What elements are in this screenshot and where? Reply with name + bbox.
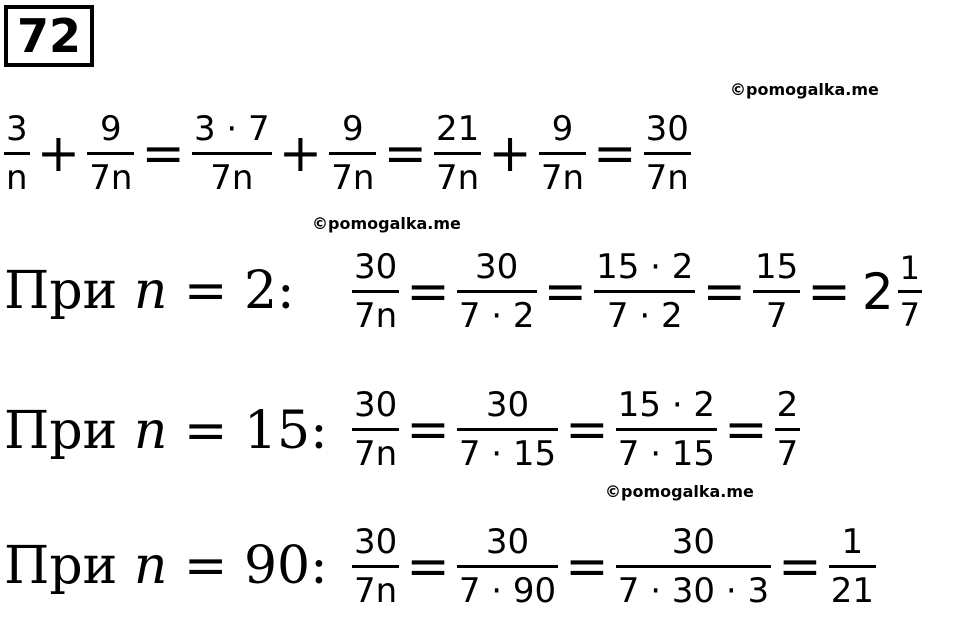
denominator: 21 <box>830 571 874 611</box>
denominator: 7n <box>436 158 480 198</box>
fraction <box>0 109 34 198</box>
fraction <box>749 247 804 336</box>
numerator: 2 <box>776 385 799 425</box>
fraction <box>430 109 485 198</box>
fraction <box>896 249 924 334</box>
denominator: 7 <box>776 434 799 474</box>
numerator: 30 <box>485 522 530 562</box>
operator: = <box>807 261 851 322</box>
operator: = <box>141 123 185 184</box>
denominator: 7n <box>210 158 254 198</box>
numerator: 30 <box>645 109 689 149</box>
denominator: 7n <box>354 434 398 474</box>
numerator: 30 <box>475 247 519 287</box>
denominator: 7n <box>645 158 689 198</box>
equation-case-n-15 <box>348 385 804 474</box>
equation-case-n-90 <box>348 522 880 611</box>
denominator: 7 · 2 <box>606 296 683 336</box>
numerator: 9 <box>342 109 364 149</box>
operator: = <box>593 123 637 184</box>
operator: = <box>406 536 450 597</box>
fraction <box>325 109 380 198</box>
fraction <box>535 109 590 198</box>
denominator: n <box>6 158 28 198</box>
watermark: ©pomogalka.me <box>312 214 461 233</box>
fraction <box>348 247 403 336</box>
numerator: 21 <box>436 109 480 149</box>
fraction <box>825 522 880 611</box>
denominator: 7 · 15 <box>458 434 557 474</box>
numerator: 30 <box>354 385 398 425</box>
label-var: n <box>133 261 168 321</box>
numerator: 15 <box>755 247 799 287</box>
fraction <box>640 109 695 198</box>
operator: = <box>565 536 609 597</box>
operator: = <box>724 399 768 460</box>
operator: = <box>565 399 609 460</box>
fraction <box>348 385 403 474</box>
case-label-n-90 <box>4 536 328 596</box>
mixed-number-whole: 2 <box>861 262 894 321</box>
numerator: 9 <box>551 109 574 149</box>
numerator: 30 <box>485 385 530 425</box>
label-suffix: = 15: <box>167 401 328 461</box>
denominator: 7n <box>354 296 398 336</box>
operator: = <box>406 261 450 322</box>
label-var: n <box>133 401 168 461</box>
numerator: 3 · 7 <box>193 109 270 149</box>
numerator: 30 <box>354 247 398 287</box>
numerator: 1 <box>841 522 864 562</box>
operator: + <box>488 123 532 184</box>
fraction <box>188 109 276 198</box>
label-prefix: При <box>4 536 134 596</box>
equation-case-n-2 <box>348 247 924 336</box>
denominator: 7n <box>354 571 398 611</box>
fraction <box>83 109 138 198</box>
denominator: 7n <box>89 158 133 198</box>
denominator: 7 · 90 <box>458 571 557 611</box>
numerator: 30 <box>671 522 716 562</box>
fraction <box>453 522 562 611</box>
fraction <box>590 247 699 336</box>
denominator: 7 <box>899 296 921 334</box>
numerator: 3 <box>6 109 28 149</box>
fraction <box>348 522 403 611</box>
operator: = <box>406 399 450 460</box>
numerator: 1 <box>899 249 921 287</box>
label-prefix: При <box>4 401 134 461</box>
label-prefix: При <box>4 261 134 321</box>
denominator: 7n <box>331 158 375 198</box>
denominator: 7 · 15 <box>617 434 716 474</box>
fraction <box>771 385 805 474</box>
numerator: 9 <box>99 109 122 149</box>
equation-main <box>0 109 695 198</box>
problem-number: 72 <box>4 5 94 67</box>
operator: = <box>702 261 747 322</box>
denominator: 7n <box>540 158 585 198</box>
case-label-n-2 <box>4 261 295 321</box>
numerator: 30 <box>354 522 398 562</box>
numerator: 15 · 2 <box>596 247 694 287</box>
denominator: 7 <box>765 296 788 336</box>
operator: = <box>543 261 588 322</box>
operator: = <box>383 123 428 184</box>
watermark: ©pomogalka.me <box>730 80 879 99</box>
denominator: 7 · 2 <box>458 296 535 336</box>
label-suffix: = 2: <box>167 261 295 321</box>
case-label-n-15 <box>4 401 328 461</box>
fraction <box>612 522 775 611</box>
numerator: 15 · 2 <box>617 385 716 425</box>
operator: = <box>778 536 822 597</box>
fraction <box>453 385 562 474</box>
fraction <box>612 385 721 474</box>
denominator: 7 · 30 · 3 <box>617 571 770 611</box>
watermark: ©pomogalka.me <box>605 482 754 501</box>
fraction <box>453 247 541 336</box>
operator: + <box>278 123 323 184</box>
label-suffix: = 90: <box>167 536 328 596</box>
label-var: n <box>133 536 168 596</box>
operator: + <box>36 123 81 184</box>
